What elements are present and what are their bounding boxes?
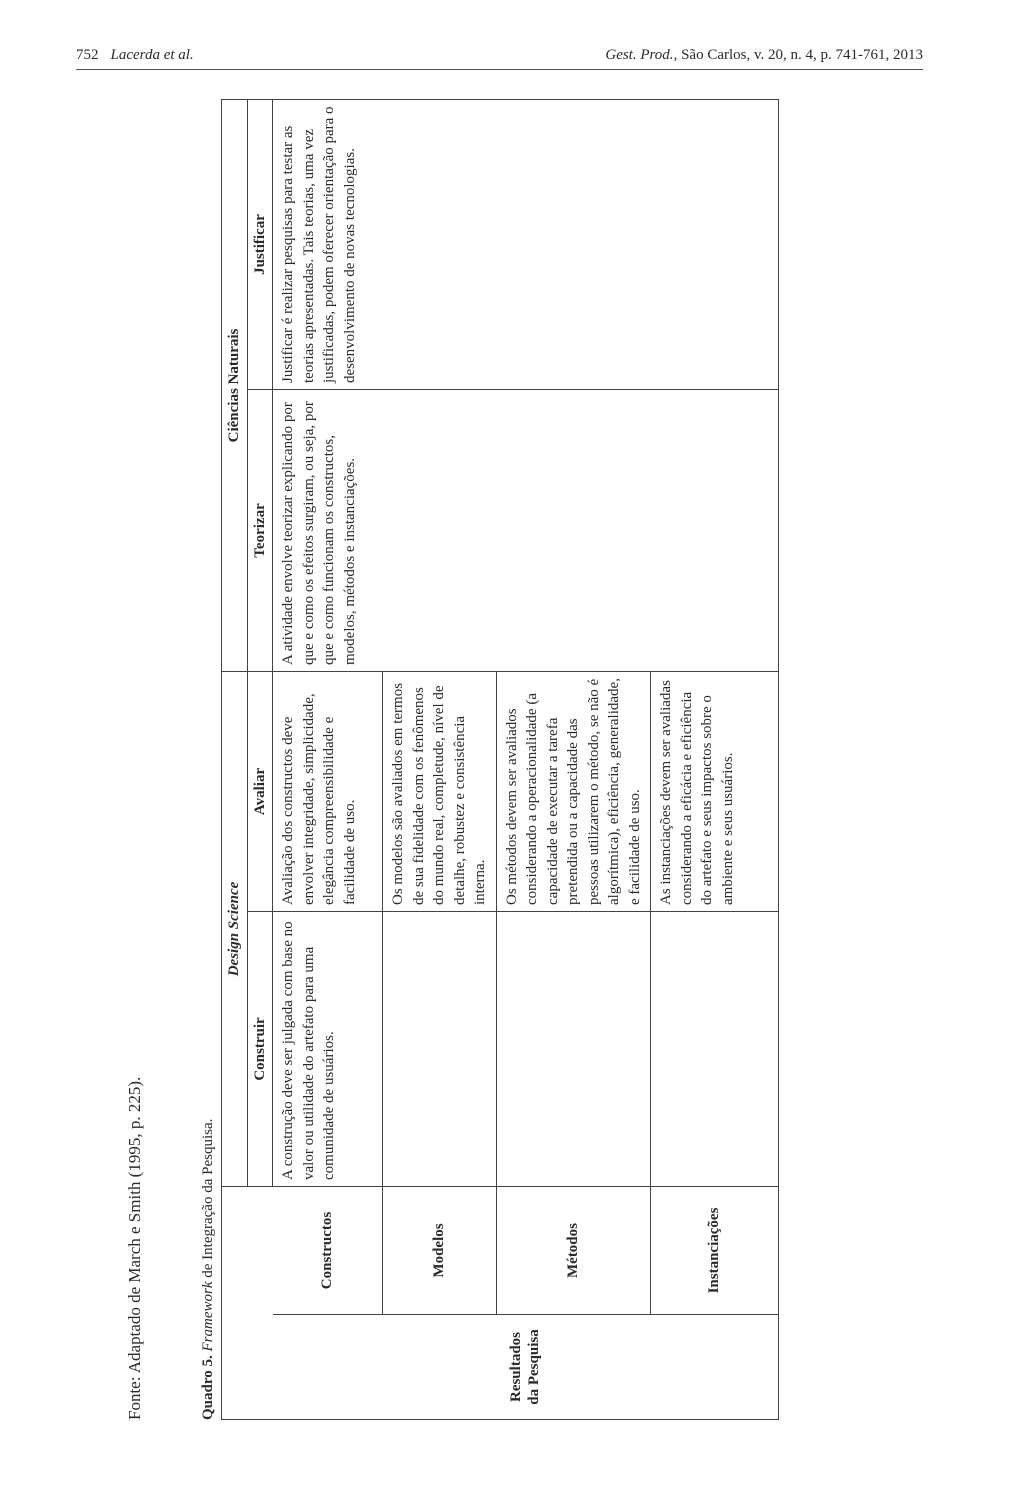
table-caption: [200, 1119, 217, 1420]
page-number: 752: [76, 47, 99, 63]
cell-metodos-avaliar: Os métodos devem ser avaliados considerando a operacionalidade (a capacidade de executar a tarefa pretendida ou a capacidade das pessoas utilizarem o método, se não é algorítmica), eficiência, generalidade, e facilidade de uso.: [496, 671, 651, 911]
cell-instanciacoes-avaliar: As instanciações devem ser avaliadas considerando a eficácia e eficiência do artefato e seus impactos sobre o ambiente e seus usuários.: [651, 671, 779, 911]
journal-name: Gest. Prod.: [605, 47, 674, 63]
cell-metodos-construir: [496, 912, 651, 1187]
row-label-instanciacoes: Instanciações: [651, 1187, 779, 1315]
cell-constructos-avaliar: Avaliação dos constructos deve envolver integridade, simplicidade, elegância compreensibilidade e facilidade de uso.: [273, 671, 383, 911]
cell-teorizar: A atividade envolve teorizar explicando por que e como os efeitos surgiram, ou seja, por que e como funcionam os constructos, modelos, métodos e instanciações.: [273, 389, 779, 671]
group-header-design-science: Design Science: [222, 671, 248, 1186]
column-header-justificar: Justificar: [247, 99, 273, 389]
table-source: Fonte: Adaptado de March e Smith (1995, p. 225).: [125, 1076, 144, 1420]
caption-label: Quadro 5.: [200, 1355, 216, 1420]
row-group-resultados: Resultados da Pesquisa: [273, 1315, 779, 1420]
cell-justificar: Justificar é realizar pesquisas para testar as teorias apresentadas. Tais teorias, uma vez justificadas, podem oferecer orientação para o desenvolvimento de novas tecnologias.: [273, 99, 779, 389]
header-citation: [605, 47, 923, 64]
header-authors: Lacerda et al.: [110, 47, 194, 63]
header-left: [76, 47, 194, 64]
framework-table: [221, 99, 779, 1420]
cell-modelos-construir: [383, 912, 497, 1187]
row-label-metodos: Métodos: [496, 1187, 651, 1315]
column-header-avaliar: Avaliar: [247, 671, 273, 911]
corner-cell: [222, 1187, 273, 1420]
column-header-construir: Construir: [247, 912, 273, 1187]
cell-instanciacoes-construir: [651, 912, 779, 1187]
caption-italic-word: Framework: [200, 1281, 216, 1352]
citation-details: , São Carlos, v. 20, n. 4, p. 741-761, 2013: [673, 47, 923, 63]
caption-rest: de Integração da Pesquisa.: [200, 1118, 216, 1282]
row-label-constructos: Constructos: [273, 1187, 383, 1315]
running-header: [76, 47, 923, 70]
rotated-table-block: [125, 100, 770, 1420]
cell-constructos-construir: A construção deve ser julgada com base no valor ou utilidade do artefato para uma comunidade de usuários.: [273, 912, 383, 1187]
cell-modelos-avaliar: Os modelos são avaliados em termos de sua fidelidade com os fenômenos do mundo real, completude, nível de detalhe, robustez e consistência interna.: [383, 671, 497, 911]
row-label-modelos: Modelos: [383, 1187, 497, 1315]
column-header-teorizar: Teorizar: [247, 389, 273, 671]
group-header-ciencias-naturais: Ciências Naturais: [222, 99, 248, 671]
